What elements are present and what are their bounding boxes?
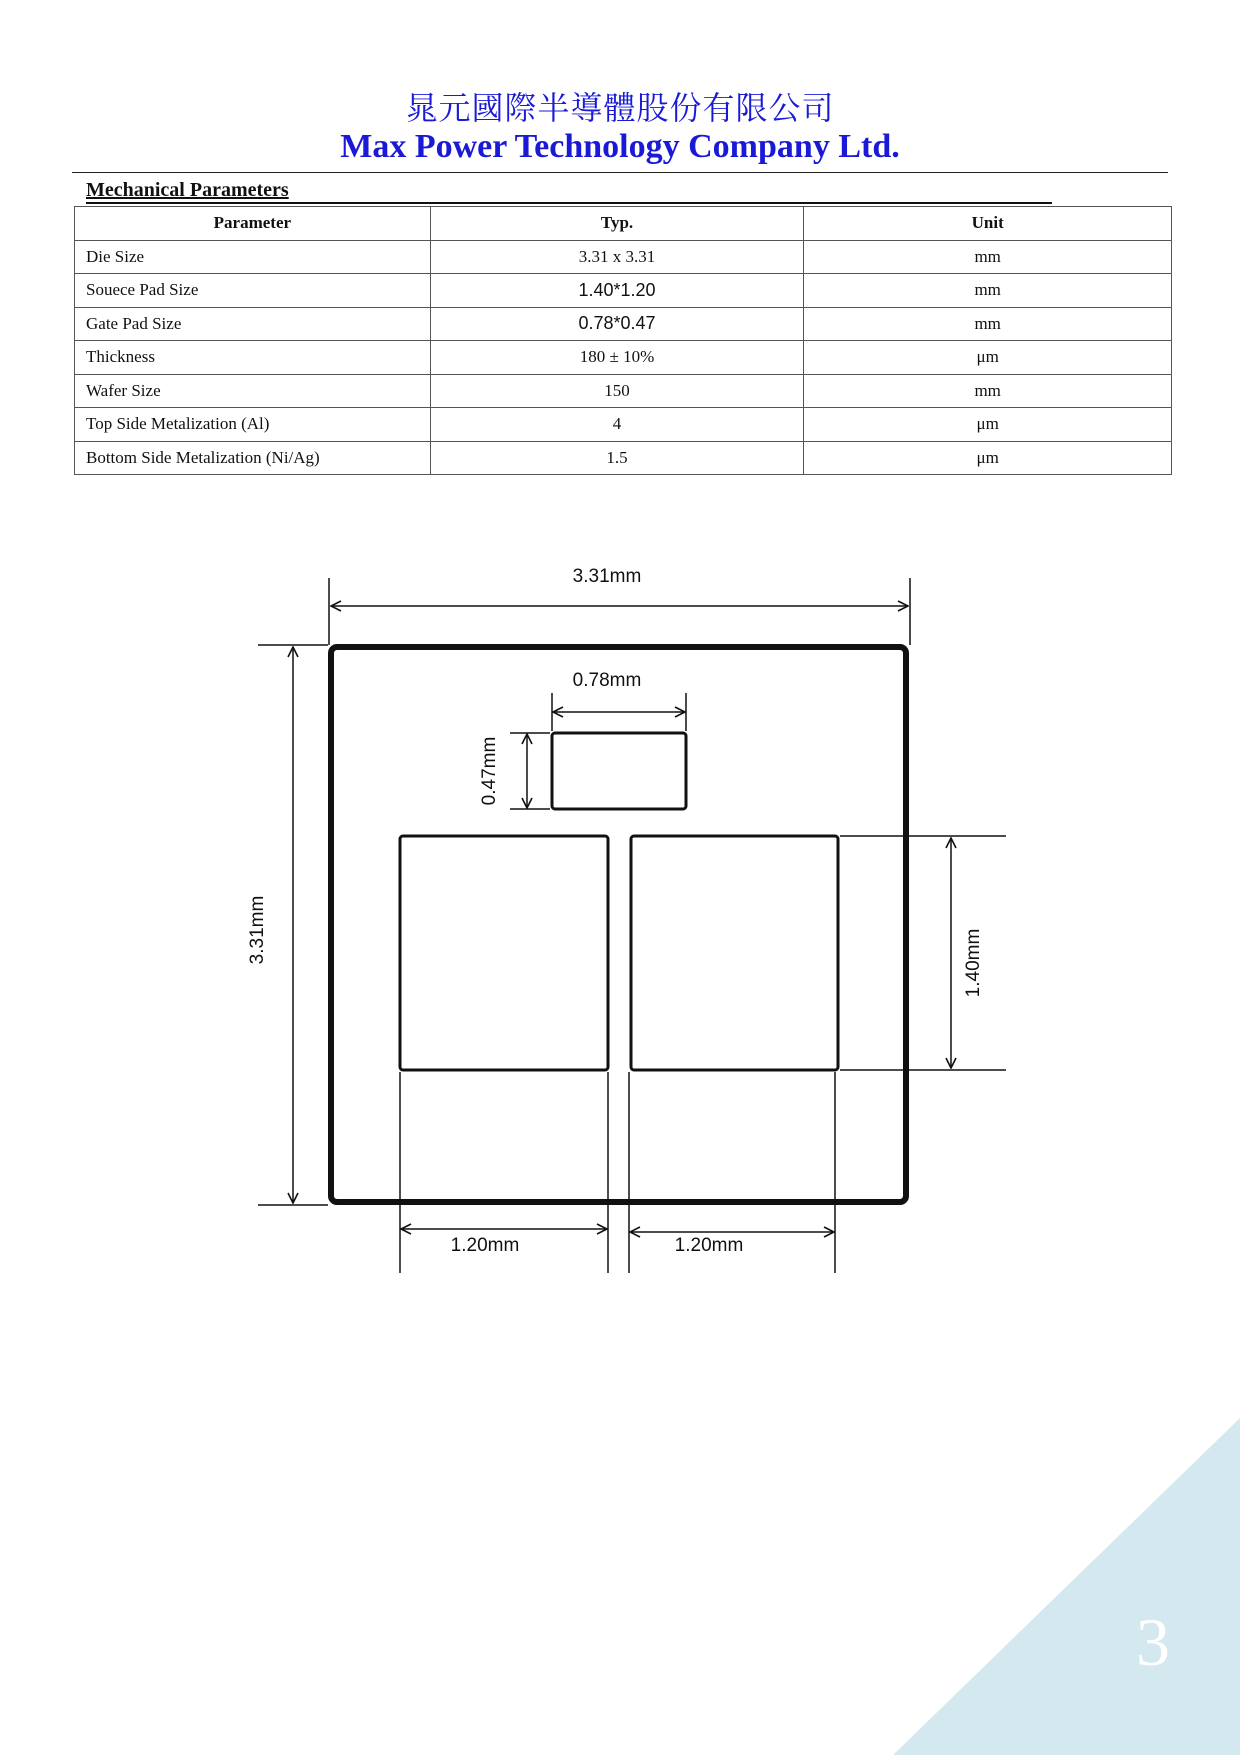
gate-height-label: 0.47mm xyxy=(479,736,500,806)
die-height-label: 3.31mm xyxy=(247,895,268,965)
section-title: Mechanical Parameters xyxy=(86,178,1052,204)
param-unit: mm xyxy=(804,240,1172,274)
param-typ: 0.78*0.47 xyxy=(430,307,804,341)
gate-width-label: 0.78mm xyxy=(572,670,642,691)
param-name: Souece Pad Size xyxy=(75,274,431,308)
param-name: Die Size xyxy=(75,240,431,274)
param-unit: mm xyxy=(804,274,1172,308)
page-number: 3 xyxy=(1136,1604,1170,1680)
param-typ: 4 xyxy=(430,408,804,442)
param-name: Bottom Side Metalization (Ni/Ag) xyxy=(75,441,431,475)
param-typ: 150 xyxy=(430,374,804,408)
param-unit: μm xyxy=(804,441,1172,475)
die-width-label: 3.31mm xyxy=(572,566,642,587)
param-typ: 1.40*1.20 xyxy=(430,274,804,308)
header-unit: Unit xyxy=(804,207,1172,241)
pad-left-width-label: 1.20mm xyxy=(450,1235,520,1256)
company-name-english: Max Power Technology Company Ltd. xyxy=(340,128,900,165)
param-name: Wafer Size xyxy=(75,374,431,408)
pad-right-width-label: 1.20mm xyxy=(674,1235,744,1256)
param-typ: 1.5 xyxy=(430,441,804,475)
param-unit: mm xyxy=(804,374,1172,408)
company-name-chinese: 晁元國際半導體股份有限公司 xyxy=(405,89,835,127)
param-name: Top Side Metalization (Al) xyxy=(75,408,431,442)
param-unit: μm xyxy=(804,408,1172,442)
header-parameter: Parameter xyxy=(75,207,431,241)
param-unit: μm xyxy=(804,341,1172,375)
param-typ: 3.31 x 3.31 xyxy=(430,240,804,274)
param-unit: mm xyxy=(804,307,1172,341)
param-name: Thickness xyxy=(75,341,431,375)
pad-height-label: 1.40mm xyxy=(963,928,984,998)
header-typ: Typ. xyxy=(430,207,804,241)
param-name: Gate Pad Size xyxy=(75,307,431,341)
corner-triangle xyxy=(893,1418,1240,1755)
param-typ: 180 ± 10% xyxy=(430,341,804,375)
